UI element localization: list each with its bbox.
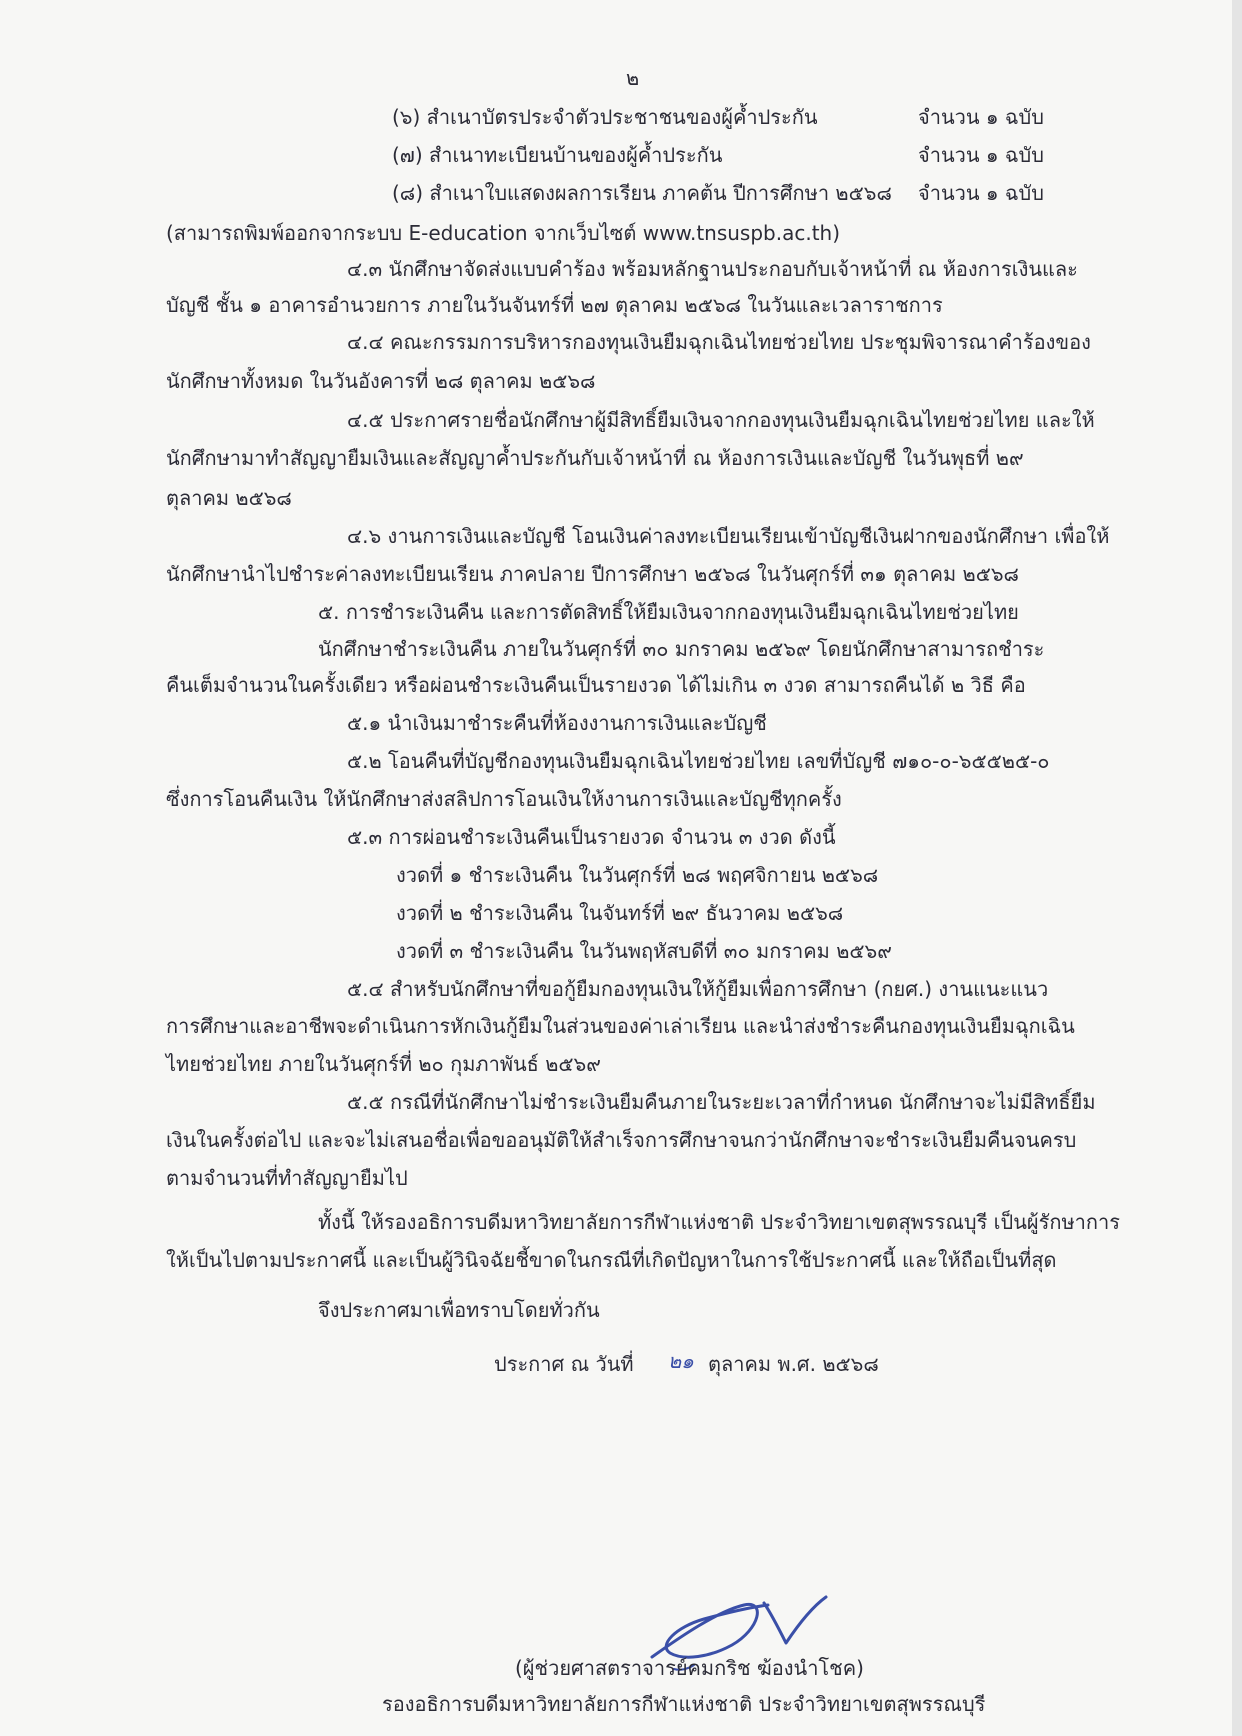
print-note: (สามารถพิมพ์ออกจากระบบ E-education จากเว็บไซต์ www.tnsuspb.ac.th) (166, 221, 841, 245)
p4-3-line2: บัญชี ชั้น ๑ อาคารอำนวยการ ภายในวันจันทร์ที่ ๒๗ ตุลาคม ๒๕๖๘ ในวันและเวลาราชการ (166, 293, 943, 317)
closing-line2: ให้เป็นไปตามประกาศนี้ และเป็นผู้วินิจฉัยชี้ขาดในกรณีที่เกิดปัญหาในการใช้ประกาศนี้ และให้ถือเป็นที่สุด (166, 1248, 1057, 1272)
installment-2: งวดที่ ๒ ชำระเงินคืน ในจันทร์ที่ ๒๙ ธันวาคม ๒๕๖๘ (396, 901, 844, 925)
p4-6-line2: นักศึกษานำไปชำระค่าลงทะเบียนเรียน ภาคปลาย ปีการศึกษา ๒๕๖๘ ในวันศุกร์ที่ ๓๑ ตุลาคม ๒๕๖๘ (166, 562, 1019, 586)
p5-4-line3: ไทยช่วยไทย ภายในวันศุกร์ที่ ๒๐ กุมภาพันธ์ ๒๕๖๙ (166, 1052, 601, 1076)
attachment-7-label: (๗) สำเนาทะเบียนบ้านของผู้ค้ำประกัน (392, 143, 723, 167)
p4-6-line1: ๔.๖ งานการเงินและบัญชี โอนเงินค่าลงทะเบียนเรียนเข้าบัญชีเงินฝากของนักศึกษา เพื่อให้ (347, 524, 1110, 548)
attachment-8-qty: จำนวน ๑ ฉบับ (918, 181, 1044, 205)
p4-3-line1: ๔.๓ นักศึกษาจัดส่งแบบคำร้อง พร้อมหลักฐานประกอบกับเจ้าหน้าที่ ณ ห้องการเงินและ (347, 257, 1078, 281)
p5-5-line3: ตามจำนวนที่ทำสัญญายืมไป (166, 1166, 408, 1190)
section5-line2: คืนเต็มจำนวนในครั้งเดียว หรือผ่อนชำระเงินคืนเป็นรายงวด ได้ไม่เกิน ๓ งวด สามารถคืนได้ ๒ วิธี คือ (166, 673, 1026, 697)
p5-2-line2: ซึ่งการโอนคืนเงิน ให้นักศึกษาส่งสลิปการโอนเงินให้งานการเงินและบัญชีทุกครั้ง (166, 787, 842, 811)
p4-5-line1: ๔.๕ ประกาศรายชื่อนักศึกษาผู้มีสิทธิ์ยืมเงินจากกองทุนเงินยืมฉุกเฉินไทยช่วยไทย และให้ (347, 408, 1095, 432)
signer-name: (ผู้ช่วยศาสตราจารย์คมกริช ฆ้องนำโชค) (515, 1656, 864, 1680)
p4-5-line3: ตุลาคม ๒๕๖๘ (166, 486, 292, 510)
installment-1: งวดที่ ๑ ชำระเงินคืน ในวันศุกร์ที่ ๒๘ พฤศจิกายน ๒๕๖๘ (396, 863, 879, 887)
date-prefix: ประกาศ ณ วันที่ (494, 1352, 634, 1376)
announce-line: จึงประกาศมาเพื่อทราบโดยทั่วกัน (318, 1298, 600, 1322)
date-day: ๒๑ (668, 1349, 694, 1373)
p4-4-line2: นักศึกษาทั้งหมด ในวันอังคารที่ ๒๘ ตุลาคม ๒๕๖๘ (166, 369, 596, 393)
p5-4-line1: ๕.๔ สำหรับนักศึกษาที่ขอกู้ยืมกองทุนเงินให้กู้ยืมเพื่อการศึกษา (กยศ.) งานแนะแนว (347, 977, 1049, 1001)
p4-5-line2: นักศึกษามาทำสัญญายืมเงินและสัญญาค้ำประกันกับเจ้าหน้าที่ ณ ห้องการเงินและบัญชี ในวันพุธที่ ๒๙ (166, 446, 1024, 470)
date-rest: ตุลาคม พ.ศ. ๒๕๖๘ (708, 1352, 879, 1376)
attachment-7-qty: จำนวน ๑ ฉบับ (918, 143, 1044, 167)
signer-position: รองอธิการบดีมหาวิทยาลัยการกีฬาแห่งชาติ ประจำวิทยาเขตสุพรรณบุรี (382, 1692, 986, 1716)
p5-2-line1: ๕.๒ โอนคืนที่บัญชีกองทุนเงินยืมฉุกเฉินไทยช่วยไทย เลขที่บัญชี ๗๑๐-๐-๖๕๕๒๕-๐ (347, 749, 1050, 773)
section5-heading: ๕. การชำระเงินคืน และการตัดสิทธิ์ให้ยืมเงินจากกองทุนเงินยืมฉุกเฉินไทยช่วยไทย (318, 600, 1019, 624)
p4-4-line1: ๔.๔ คณะกรรมการบริหารกองทุนเงินยืมฉุกเฉินไทยช่วยไทย ประชุมพิจารณาคำร้องของ (347, 330, 1091, 354)
closing-line1: ทั้งนี้ ให้รองอธิการบดีมหาวิทยาลัยการกีฬาแห่งชาติ ประจำวิทยาเขตสุพรรณบุรี เป็นผู้รักษาการ (318, 1210, 1120, 1234)
attachment-6-qty: จำนวน ๑ ฉบับ (918, 105, 1044, 129)
p5-5-line2: เงินในครั้งต่อไป และจะไม่เสนอชื่อเพื่อขออนุมัติให้สำเร็จการศึกษาจนกว่านักศึกษาจะชำระเงินยืมคืนจนครบ (166, 1128, 1077, 1152)
page-number: ๒ (626, 66, 640, 90)
p5-3-line1: ๕.๓ การผ่อนชำระเงินคืนเป็นรายงวด จำนวน ๓ งวด ดังนี้ (347, 825, 836, 849)
p5-1: ๕.๑ นำเงินมาชำระคืนที่ห้องงานการเงินและบัญชี (347, 711, 767, 735)
attachment-8-label: (๘) สำเนาใบแสดงผลการเรียน ภาคต้น ปีการศึกษา ๒๕๖๘ (392, 181, 892, 205)
p5-5-line1: ๕.๕ กรณีที่นักศึกษาไม่ชำระเงินยืมคืนภายในระยะเวลาที่กำหนด นักศึกษาจะไม่มีสิทธิ์ยืม (347, 1090, 1096, 1114)
attachment-6-label: (๖) สำเนาบัตรประจำตัวประชาชนของผู้ค้ำประกัน (392, 105, 818, 129)
p5-4-line2: การศึกษาและอาชีพจะดำเนินการหักเงินกู้ยืมในส่วนของค่าเล่าเรียน และนำส่งชำระคืนกองทุนเงินยืมฉุกเฉิน (166, 1014, 1075, 1038)
installment-3: งวดที่ ๓ ชำระเงินคืน ในวันพฤหัสบดีที่ ๓๐ มกราคม ๒๕๖๙ (396, 939, 892, 963)
scan-edge (1232, 0, 1242, 1736)
section5-line1: นักศึกษาชำระเงินคืน ภายในวันศุกร์ที่ ๓๐ มกราคม ๒๕๖๙ โดยนักศึกษาสามารถชำระ (318, 637, 1045, 661)
